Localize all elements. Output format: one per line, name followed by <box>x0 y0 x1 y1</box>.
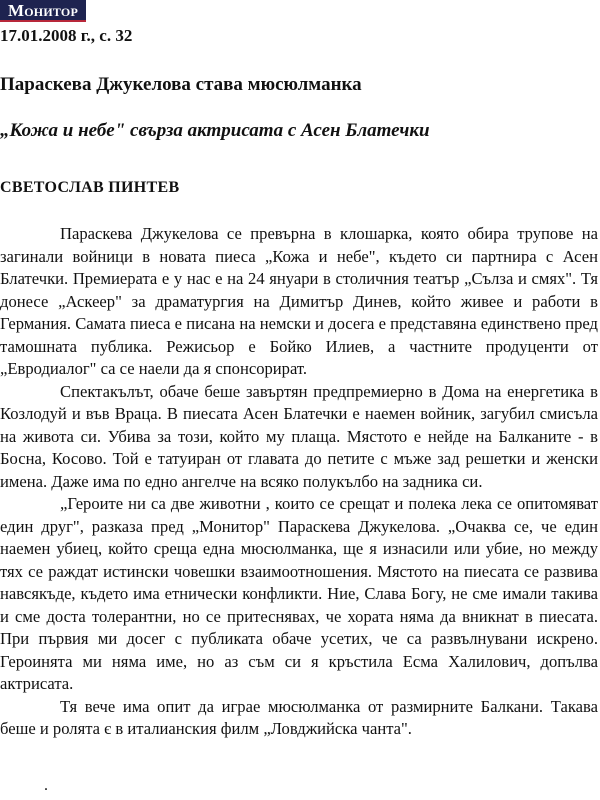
subheadline: „Кожа и небе" свърза актрисата с Асен Блатечки <box>0 120 430 141</box>
dateline: 17.01.2008 г., с. 32 <box>0 26 133 45</box>
byline: СВЕТОСЛАВ ПИНТЕВ <box>0 179 180 196</box>
masthead-logo <box>0 0 86 22</box>
article-paragraph: Тя вече има опит да играе мюсюлманка от размирните Балкани. Такава беше и ролята є в италианския филм „Ловджийска чанта". <box>0 696 598 738</box>
trailing-mark: . <box>44 777 48 794</box>
article-paragraph: Параскева Джукелова се превърна в клошарка, която обира трупове на загинали войници в новата пиеса „Кожа и небе", където си партнира с Асен Блатечки. Премиерата е у нас е на 24 януари в столичния театър „Сълза и смях". Тя донесе „Аскеер" за драматургия на Димитър Динев, който живее и работи в Германия. Самата пиеса е писана на немски и досега е представяна единствено пред тамошната публика. Режисьор е Бойко Илиев, а частните продуценти от „Евродиалог" са се наели да я спонсорират. <box>0 224 598 378</box>
article-paragraph: „Героите ни са две животни , които се срещат и полека лека се опитомяват един друг", разказа пред „Монитор" Параскева Джукелова. „Очаква се, че един наемен убиец, който среща една мюсюлманка, ще я изнасили или убие, но между тях се раждат истински човешки взаимоотношения. Мястото на пиесата се развива навсякъде, където има етнически конфликти. Ние, Слава Богу, не сме имали такива и сме доста толерантни, но се притеснявах, че хората няма да вникнат в пиесата. При първия ми досег с публиката обаче усетих, че са развълнувани искрено. Героинята ми няма име, но аз съм си я кръстила Есма Халилович, допълва актрисата. <box>0 494 598 693</box>
headline: Параскева Джукелова става мюсюлманка <box>0 74 362 95</box>
article-paragraph: Спектакълът, обаче беше завъртян предпремиерно в Дома на енергетика в Козлодуй и във Враца. В пиесата Асен Блатечки е наемен войник, загубил смисъла на живота си. Убива за този, който му плаща. Мястото е нейде на Балканите - в Босна, Косово. Той е татуиран от главата до петите с мъже зад решетки и женски имена. Даже има по едно ангелче на всяко полукълбо на задника си. <box>0 381 598 491</box>
article-body <box>0 223 598 741</box>
masthead-logo-text: Монитор <box>8 0 78 20</box>
